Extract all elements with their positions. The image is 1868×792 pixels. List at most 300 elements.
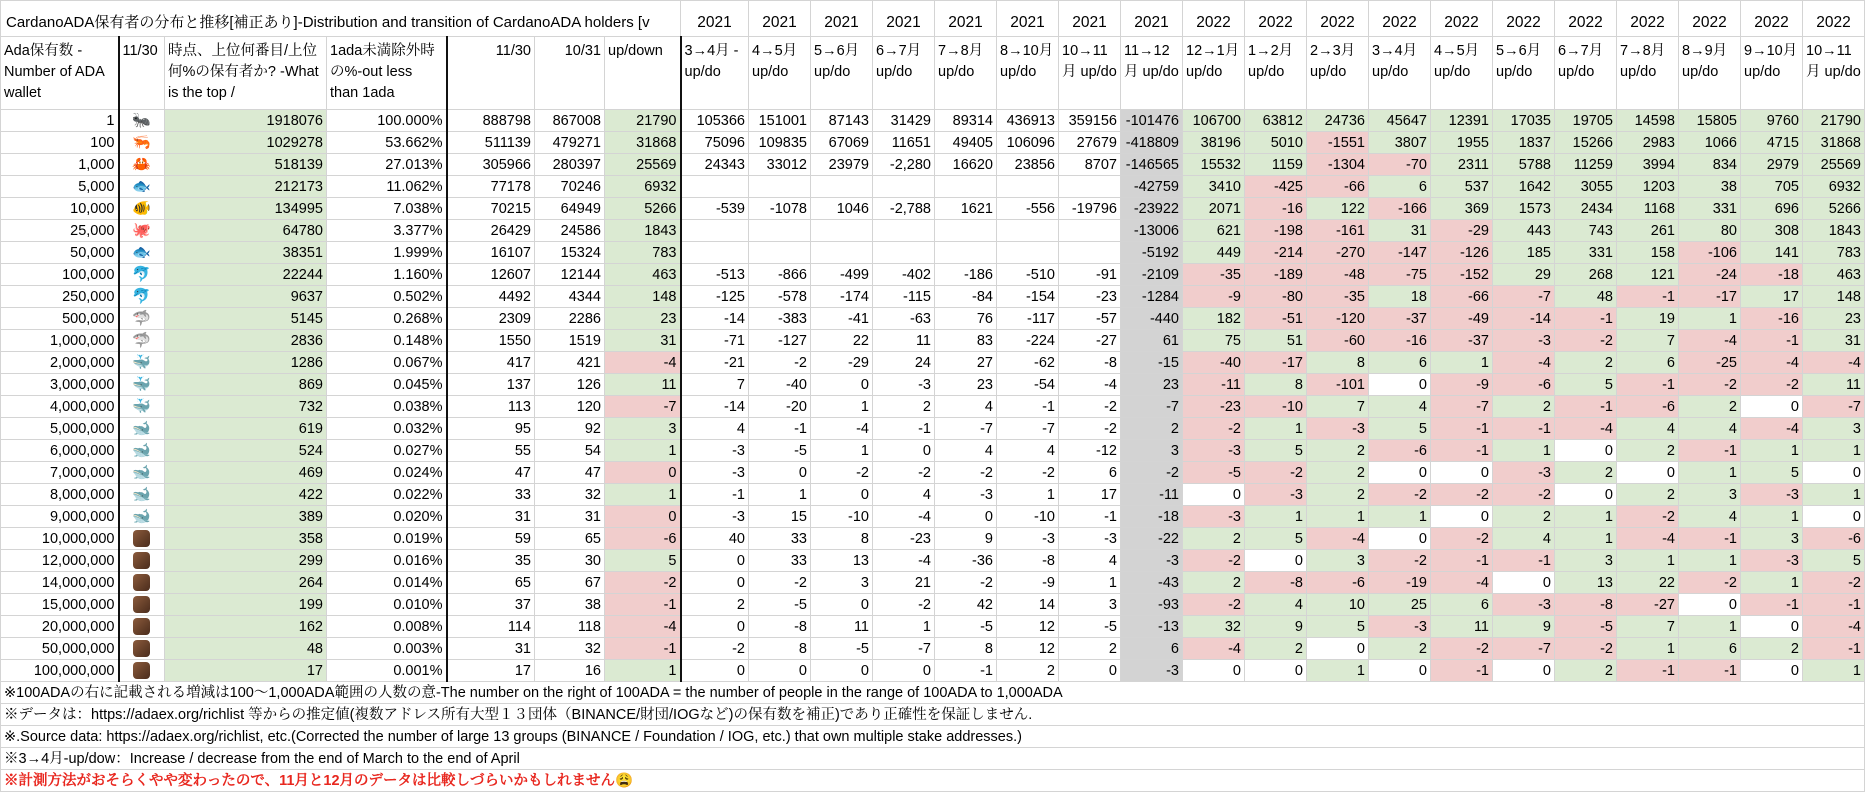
cell-period-change[interactable]: -4 (1617, 528, 1679, 550)
cell-rank[interactable]: 22244 (165, 264, 327, 286)
cell-period-change[interactable]: -402 (873, 264, 935, 286)
cell-period-change[interactable]: 38196 (1183, 132, 1245, 154)
cell-percent[interactable]: 0.038% (327, 396, 447, 418)
cell-period-change[interactable]: -125 (681, 286, 749, 308)
cell-rank[interactable]: 619 (165, 418, 327, 440)
col-header-period[interactable]: 7→8月 up/do (1617, 37, 1679, 110)
cell-period-change[interactable]: 783 (1803, 242, 1865, 264)
cell-period-change[interactable]: 1168 (1617, 198, 1679, 220)
cell-count-1130[interactable]: 47 (447, 462, 535, 484)
cell-period-change[interactable]: 4 (1617, 418, 1679, 440)
cell-rank[interactable]: 264 (165, 572, 327, 594)
cell-percent[interactable]: 0.010% (327, 594, 447, 616)
cell-count-1130[interactable]: 65 (447, 572, 535, 594)
cell-period-change[interactable]: 11 (873, 330, 935, 352)
cell-period-change[interactable]: 141 (1741, 242, 1803, 264)
cell-period-change[interactable]: 63812 (1245, 110, 1307, 132)
cell-period-change[interactable] (749, 220, 811, 242)
cell-period-change[interactable]: -556 (997, 198, 1059, 220)
cell-period-change[interactable]: 121 (1617, 264, 1679, 286)
cell-period-change[interactable]: 2 (1059, 638, 1121, 660)
cell-rank[interactable]: 358 (165, 528, 327, 550)
col-header-period[interactable]: 7→8月 up/do (935, 37, 997, 110)
cell-updown[interactable]: 25569 (605, 154, 681, 176)
cell-period-change[interactable]: 2 (997, 660, 1059, 682)
cell-period-change[interactable]: 1837 (1493, 132, 1555, 154)
cell-period-change[interactable]: 0 (1803, 506, 1865, 528)
cell-period-change[interactable]: 1 (811, 440, 873, 462)
cell-period-change[interactable]: 0 (1369, 374, 1431, 396)
cell-period-change[interactable]: 3 (1555, 550, 1617, 572)
note-text[interactable]: ※100ADAの右に記載される増減は100〜1,000ADA範囲の人数の意-The number on the right of 100ADA = the number of people in the range of 100ADA to 1,000ADA (1, 682, 1865, 704)
cell-period-change[interactable]: 0 (1307, 638, 1369, 660)
cell-period-change[interactable]: 2 (1307, 462, 1369, 484)
cell-period-change[interactable]: 0 (1369, 660, 1431, 682)
cell-period-change[interactable]: 106096 (997, 132, 1059, 154)
cell-period-change[interactable]: -14 (681, 396, 749, 418)
cell-period-change[interactable]: 0 (1741, 660, 1803, 682)
col-header-period[interactable]: 12→1月 up/do (1183, 37, 1245, 110)
cell-period-change[interactable]: 11651 (873, 132, 935, 154)
cell-period-change[interactable]: 1 (1555, 506, 1617, 528)
cell-period-change[interactable]: 42 (935, 594, 997, 616)
cell-period-change[interactable]: -6 (1493, 374, 1555, 396)
cell-wallet-size[interactable]: 15,000,000 (1, 594, 119, 616)
col-header-period[interactable]: 9→10月 up/do (1741, 37, 1803, 110)
col-header-period[interactable]: 3→4月 -up/do (681, 37, 749, 110)
cell-rank[interactable]: 9637 (165, 286, 327, 308)
cell-count-1130[interactable]: 137 (447, 374, 535, 396)
cell-wallet-size[interactable]: 500,000 (1, 308, 119, 330)
cell-period-change[interactable]: -11 (1183, 374, 1245, 396)
cell-wallet-size[interactable]: 7,000,000 (1, 462, 119, 484)
cell-period-change[interactable]: 359156 (1059, 110, 1121, 132)
cell-period-change[interactable]: 0 (811, 484, 873, 506)
cell-period-change[interactable]: -16 (1245, 198, 1307, 220)
cell-period-change[interactable]: -1078 (749, 198, 811, 220)
cell-period-change[interactable]: 5 (1555, 374, 1617, 396)
cell-period-change[interactable]: 1 (811, 396, 873, 418)
cell-period-change[interactable]: 5 (1741, 462, 1803, 484)
cell-count-1130[interactable]: 95 (447, 418, 535, 440)
cell-period-change[interactable]: 1046 (811, 198, 873, 220)
cell-period-change[interactable]: 0 (749, 462, 811, 484)
cell-period-change[interactable]: -20 (749, 396, 811, 418)
cell-period-change[interactable] (811, 242, 873, 264)
cell-period-change[interactable]: -2 (935, 462, 997, 484)
col-header-period[interactable]: 6→7月 up/do (1555, 37, 1617, 110)
cell-period-change[interactable]: -4 (1493, 352, 1555, 374)
cell-period-change[interactable]: 2 (1617, 484, 1679, 506)
cell-period-change[interactable]: 0 (681, 616, 749, 638)
cell-period-change[interactable]: 45647 (1369, 110, 1431, 132)
cell-period-change[interactable]: -3 (1493, 462, 1555, 484)
cell-period-change[interactable]: 151001 (749, 110, 811, 132)
cell-period-change[interactable]: 5010 (1245, 132, 1307, 154)
cell-rank[interactable]: 1029278 (165, 132, 327, 154)
cell-period-change[interactable]: -6 (1307, 572, 1369, 594)
cell-icon[interactable] (119, 286, 165, 308)
cell-rank[interactable]: 518139 (165, 154, 327, 176)
cell-period-change[interactable]: 0 (1369, 528, 1431, 550)
cell-period-change[interactable]: -1 (1803, 638, 1865, 660)
cell-period-change[interactable]: -2 (1617, 506, 1679, 528)
cell-period-change[interactable]: 5 (1245, 528, 1307, 550)
cell-wallet-size[interactable]: 1 (1, 110, 119, 132)
cell-period-change[interactable]: 2 (1555, 352, 1617, 374)
cell-period-change[interactable]: -29 (811, 352, 873, 374)
cell-period-change[interactable]: 5 (1369, 418, 1431, 440)
cell-wallet-size[interactable]: 20,000,000 (1, 616, 119, 638)
cell-period-change[interactable]: 15 (749, 506, 811, 528)
cell-rank[interactable]: 48 (165, 638, 327, 660)
cell-period-change[interactable]: -3 (873, 374, 935, 396)
cell-percent[interactable]: 0.016% (327, 550, 447, 572)
cell-period-change[interactable]: 4 (873, 484, 935, 506)
cell-period-change[interactable]: -10 (811, 506, 873, 528)
cell-period-change[interactable]: -5 (749, 440, 811, 462)
cell-icon[interactable] (119, 198, 165, 220)
note-text[interactable]: ※データは：https://adaex.org/richlist 等からの推定値(複数アドレス所有大型１３団体（BINANCE/財団/IOGなど)の保有数を補正)であり正確性を保証しません. (1, 704, 1865, 726)
cell-period-change[interactable]: -9 (997, 572, 1059, 594)
cell-period-change[interactable] (997, 242, 1059, 264)
cell-period-change[interactable]: 23856 (997, 154, 1059, 176)
cell-count-1130[interactable]: 888798 (447, 110, 535, 132)
cell-period-change[interactable]: 11 (811, 616, 873, 638)
cell-period-change[interactable]: -4 (1555, 418, 1617, 440)
cell-period-change[interactable]: -539 (681, 198, 749, 220)
cell-icon[interactable] (119, 220, 165, 242)
cell-period-change[interactable]: 6 (1369, 176, 1431, 198)
cell-wallet-size[interactable]: 1,000,000 (1, 330, 119, 352)
cell-period-change[interactable] (997, 176, 1059, 198)
cell-period-change[interactable]: 1 (1679, 462, 1741, 484)
cell-period-change[interactable]: 9760 (1741, 110, 1803, 132)
cell-percent[interactable]: 27.013% (327, 154, 447, 176)
cell-period-change[interactable]: 89314 (935, 110, 997, 132)
cell-period-change[interactable]: 2 (681, 594, 749, 616)
cell-period-change[interactable]: -5 (1183, 462, 1245, 484)
cell-period-change[interactable]: 11 (1803, 374, 1865, 396)
cell-period-change[interactable]: -7 (873, 638, 935, 660)
cell-period-change[interactable]: 3410 (1183, 176, 1245, 198)
cell-wallet-size[interactable]: 50,000,000 (1, 638, 119, 660)
cell-period-change[interactable] (873, 220, 935, 242)
cell-period-change[interactable]: 182 (1183, 308, 1245, 330)
cell-updown[interactable]: 31 (605, 330, 681, 352)
cell-period-change[interactable]: 1 (1431, 352, 1493, 374)
cell-period-change[interactable] (873, 242, 935, 264)
cell-period-change[interactable]: 0 (1493, 572, 1555, 594)
cell-period-change[interactable]: 3 (1803, 418, 1865, 440)
cell-period-change[interactable]: 61 (1121, 330, 1183, 352)
cell-period-change[interactable] (749, 176, 811, 198)
col-header-percent[interactable]: 1ada未満除外時の%-out less than 1ada (327, 37, 447, 110)
cell-updown[interactable]: -4 (605, 616, 681, 638)
cell-percent[interactable]: 0.045% (327, 374, 447, 396)
cell-period-change[interactable]: 8 (1245, 374, 1307, 396)
cell-period-change[interactable] (997, 220, 1059, 242)
cell-period-change[interactable] (935, 220, 997, 242)
cell-wallet-size[interactable]: 100 (1, 132, 119, 154)
year-cell[interactable]: 2022 (1617, 1, 1679, 37)
cell-period-change[interactable]: -510 (997, 264, 1059, 286)
cell-percent[interactable]: 0.020% (327, 506, 447, 528)
cell-period-change[interactable]: -71 (681, 330, 749, 352)
cell-period-change[interactable]: 1203 (1617, 176, 1679, 198)
cell-icon[interactable] (119, 484, 165, 506)
cell-count-1031[interactable]: 31 (535, 506, 605, 528)
cell-period-change[interactable]: 75 (1183, 330, 1245, 352)
cell-period-change[interactable]: 19 (1617, 308, 1679, 330)
cell-period-change[interactable]: -5 (1555, 616, 1617, 638)
cell-period-change[interactable]: -2 (1369, 484, 1431, 506)
cell-icon[interactable] (119, 110, 165, 132)
cell-period-change[interactable]: 75096 (681, 132, 749, 154)
year-cell[interactable]: 2022 (1245, 1, 1307, 37)
cell-icon[interactable] (119, 594, 165, 616)
cell-percent[interactable]: 1.999% (327, 242, 447, 264)
cell-count-1031[interactable]: 32 (535, 638, 605, 660)
cell-period-change[interactable]: 15532 (1183, 154, 1245, 176)
cell-period-change[interactable]: -3 (1741, 550, 1803, 572)
cell-period-change[interactable]: 2979 (1741, 154, 1803, 176)
cell-period-change[interactable]: 5 (1803, 550, 1865, 572)
cell-period-change[interactable]: 24343 (681, 154, 749, 176)
cell-period-change[interactable]: 7 (681, 374, 749, 396)
cell-period-change[interactable]: -4 (1059, 374, 1121, 396)
cell-period-change[interactable]: 3 (1741, 528, 1803, 550)
cell-period-change[interactable]: -1 (749, 418, 811, 440)
cell-period-change[interactable]: 2 (1555, 660, 1617, 682)
cell-period-change[interactable]: 1 (1803, 484, 1865, 506)
cell-period-change[interactable]: 1955 (1431, 132, 1493, 154)
cell-period-change[interactable]: 23979 (811, 154, 873, 176)
cell-rank[interactable]: 212173 (165, 176, 327, 198)
cell-period-change[interactable]: 1 (1617, 550, 1679, 572)
cell-period-change[interactable]: 14 (997, 594, 1059, 616)
cell-period-change[interactable]: -186 (935, 264, 997, 286)
cell-period-change[interactable]: -37 (1431, 330, 1493, 352)
cell-period-change[interactable]: 40 (681, 528, 749, 550)
cell-percent[interactable]: 1.160% (327, 264, 447, 286)
cell-updown[interactable]: 463 (605, 264, 681, 286)
cell-period-change[interactable]: 12 (997, 616, 1059, 638)
cell-icon[interactable] (119, 176, 165, 198)
cell-icon[interactable] (119, 440, 165, 462)
cell-period-change[interactable]: 2 (1183, 528, 1245, 550)
cell-period-change[interactable]: -2 (749, 352, 811, 374)
cell-percent[interactable]: 100.000% (327, 110, 447, 132)
cell-period-change[interactable]: 23 (1121, 374, 1183, 396)
year-cell[interactable]: 2022 (1555, 1, 1617, 37)
cell-updown[interactable]: 148 (605, 286, 681, 308)
cell-percent[interactable]: 0.024% (327, 462, 447, 484)
cell-period-change[interactable]: 1 (1741, 506, 1803, 528)
cell-period-change[interactable]: 1642 (1493, 176, 1555, 198)
cell-icon[interactable] (119, 308, 165, 330)
cell-period-change[interactable]: 31429 (873, 110, 935, 132)
cell-period-change[interactable]: 0 (811, 660, 873, 682)
cell-period-change[interactable]: -3 (1121, 550, 1183, 572)
cell-rank[interactable]: 732 (165, 396, 327, 418)
cell-period-change[interactable]: -152 (1431, 264, 1493, 286)
cell-period-change[interactable]: 1 (1617, 638, 1679, 660)
cell-period-change[interactable]: -154 (997, 286, 1059, 308)
cell-period-change[interactable]: -1 (1679, 440, 1741, 462)
cell-period-change[interactable]: 1 (1245, 506, 1307, 528)
cell-period-change[interactable] (873, 176, 935, 198)
cell-updown[interactable]: -6 (605, 528, 681, 550)
cell-icon[interactable] (119, 374, 165, 396)
cell-count-1130[interactable]: 17 (447, 660, 535, 682)
cell-period-change[interactable]: 29 (1493, 264, 1555, 286)
cell-period-change[interactable]: 48 (1555, 286, 1617, 308)
cell-period-change[interactable]: -2 (1059, 418, 1121, 440)
cell-period-change[interactable]: 1843 (1803, 220, 1865, 242)
cell-count-1031[interactable]: 126 (535, 374, 605, 396)
cell-period-change[interactable]: -1 (1431, 418, 1493, 440)
col-header-icon-date[interactable]: 11/30 (119, 37, 165, 110)
cell-period-change[interactable]: -499 (811, 264, 873, 286)
cell-wallet-size[interactable]: 12,000,000 (1, 550, 119, 572)
cell-period-change[interactable]: 5266 (1803, 198, 1865, 220)
cell-period-change[interactable]: 443 (1493, 220, 1555, 242)
cell-updown[interactable]: -2 (605, 572, 681, 594)
cell-period-change[interactable]: 18 (1369, 286, 1431, 308)
cell-period-change[interactable]: 696 (1741, 198, 1803, 220)
cell-period-change[interactable]: -12 (1059, 440, 1121, 462)
cell-period-change[interactable] (811, 176, 873, 198)
cell-count-1130[interactable]: 114 (447, 616, 535, 638)
cell-period-change[interactable]: -1 (1493, 418, 1555, 440)
cell-wallet-size[interactable]: 2,000,000 (1, 352, 119, 374)
cell-count-1031[interactable]: 92 (535, 418, 605, 440)
cell-rank[interactable]: 469 (165, 462, 327, 484)
cell-period-change[interactable]: -4 (873, 550, 935, 572)
cell-count-1031[interactable]: 867008 (535, 110, 605, 132)
cell-period-change[interactable]: -6 (1617, 396, 1679, 418)
cell-period-change[interactable]: 2071 (1183, 198, 1245, 220)
cell-period-change[interactable]: -7 (1493, 286, 1555, 308)
cell-period-change[interactable]: 3 (1679, 484, 1741, 506)
col-header-period[interactable]: 4→5月 up/do (1431, 37, 1493, 110)
cell-period-change[interactable]: 27 (935, 352, 997, 374)
cell-period-change[interactable]: 49405 (935, 132, 997, 154)
cell-period-change[interactable]: 2983 (1617, 132, 1679, 154)
cell-wallet-size[interactable]: 25,000 (1, 220, 119, 242)
cell-count-1130[interactable]: 417 (447, 352, 535, 374)
year-cell[interactable]: 2021 (873, 1, 935, 37)
cell-period-change[interactable]: 17035 (1493, 110, 1555, 132)
cell-period-change[interactable]: -13006 (1121, 220, 1183, 242)
year-cell[interactable]: 2022 (1679, 1, 1741, 37)
cell-period-change[interactable]: 12391 (1431, 110, 1493, 132)
cell-percent[interactable]: 11.062% (327, 176, 447, 198)
cell-period-change[interactable]: 106700 (1183, 110, 1245, 132)
cell-period-change[interactable]: 122 (1307, 198, 1369, 220)
cell-rank[interactable]: 299 (165, 550, 327, 572)
cell-rank[interactable]: 134995 (165, 198, 327, 220)
cell-period-change[interactable]: 76 (935, 308, 997, 330)
cell-period-change[interactable]: -866 (749, 264, 811, 286)
cell-period-change[interactable]: 0 (1741, 396, 1803, 418)
cell-period-change[interactable]: -16 (1369, 330, 1431, 352)
cell-period-change[interactable]: 3 (811, 572, 873, 594)
cell-period-change[interactable] (681, 220, 749, 242)
cell-period-change[interactable]: -4 (1803, 616, 1865, 638)
cell-period-change[interactable]: -27 (1617, 594, 1679, 616)
cell-period-change[interactable]: 4 (935, 396, 997, 418)
cell-period-change[interactable]: 0 (1493, 660, 1555, 682)
cell-updown[interactable]: 21790 (605, 110, 681, 132)
cell-period-change[interactable]: -14 (681, 308, 749, 330)
cell-period-change[interactable]: 1 (1803, 440, 1865, 462)
cell-period-change[interactable]: -7 (1493, 638, 1555, 660)
cell-period-change[interactable]: 51 (1245, 330, 1307, 352)
cell-count-1031[interactable]: 15324 (535, 242, 605, 264)
cell-period-change[interactable]: 32 (1183, 616, 1245, 638)
cell-period-change[interactable]: -3 (681, 440, 749, 462)
year-cell[interactable]: 2022 (1307, 1, 1369, 37)
cell-period-change[interactable]: -7 (1431, 396, 1493, 418)
cell-updown[interactable]: -7 (605, 396, 681, 418)
cell-period-change[interactable]: 1 (1679, 308, 1741, 330)
cell-period-change[interactable]: -4 (1307, 528, 1369, 550)
col-header-rank[interactable]: 時点、上位何番目/上位何%の保有者か? -What is the top / (165, 37, 327, 110)
cell-period-change[interactable]: -75 (1369, 264, 1431, 286)
cell-percent[interactable]: 0.027% (327, 440, 447, 462)
cell-count-1031[interactable]: 30 (535, 550, 605, 572)
cell-period-change[interactable] (935, 176, 997, 198)
cell-period-change[interactable]: -1304 (1307, 154, 1369, 176)
cell-period-change[interactable]: -35 (1307, 286, 1369, 308)
col-header-ada-count[interactable]: Ada保有数 -Number of ADA wallet (1, 37, 119, 110)
year-cell[interactable]: 2022 (1741, 1, 1803, 37)
cell-period-change[interactable]: 3994 (1617, 154, 1679, 176)
cell-period-change[interactable]: -3 (1121, 660, 1183, 682)
year-cell[interactable]: 2021 (811, 1, 873, 37)
cell-count-1130[interactable]: 12607 (447, 264, 535, 286)
cell-count-1031[interactable]: 70246 (535, 176, 605, 198)
cell-period-change[interactable]: 38 (1679, 176, 1741, 198)
cell-period-change[interactable]: -8 (1245, 572, 1307, 594)
cell-period-change[interactable]: 2 (1307, 484, 1369, 506)
cell-period-change[interactable]: 17 (1059, 484, 1121, 506)
cell-icon[interactable] (119, 660, 165, 682)
cell-period-change[interactable]: -3 (681, 462, 749, 484)
cell-period-change[interactable]: 33 (749, 528, 811, 550)
cell-period-change[interactable]: -2 (1121, 462, 1183, 484)
cell-count-1031[interactable]: 1519 (535, 330, 605, 352)
cell-period-change[interactable]: 0 (1679, 594, 1741, 616)
cell-period-change[interactable]: -22 (1121, 528, 1183, 550)
cell-period-change[interactable]: 8 (749, 638, 811, 660)
cell-period-change[interactable]: -214 (1245, 242, 1307, 264)
cell-period-change[interactable]: -14 (1493, 308, 1555, 330)
cell-period-change[interactable]: -9 (1183, 286, 1245, 308)
cell-period-change[interactable]: -23 (873, 528, 935, 550)
cell-period-change[interactable]: 25569 (1803, 154, 1865, 176)
cell-period-change[interactable]: -1 (1741, 594, 1803, 616)
cell-period-change[interactable]: 2 (1555, 462, 1617, 484)
cell-period-change[interactable]: -3 (681, 506, 749, 528)
cell-period-change[interactable]: -40 (749, 374, 811, 396)
cell-updown[interactable]: -1 (605, 594, 681, 616)
cell-period-change[interactable]: -66 (1307, 176, 1369, 198)
cell-period-change[interactable]: -6 (1803, 528, 1865, 550)
cell-count-1130[interactable]: 113 (447, 396, 535, 418)
